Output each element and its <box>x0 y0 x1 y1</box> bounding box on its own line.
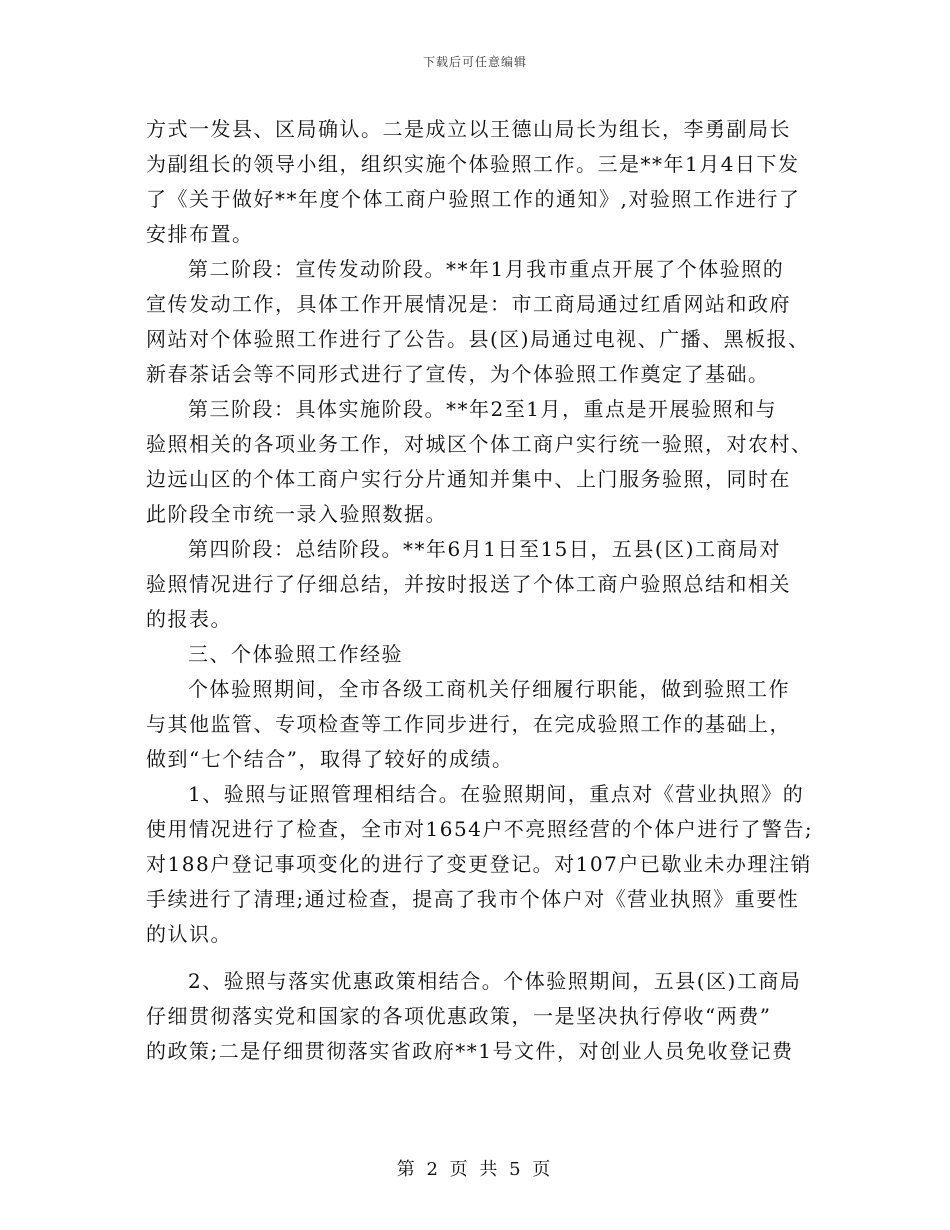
text-line: 个体验照期间，全市各级工商机关仔细履行职能，做到验照工作 <box>188 677 790 701</box>
text-line: 验照相关的各项业务工作，对城区个体工商户实行统一验照，对农村、 <box>146 432 813 456</box>
text-line: 为副组长的领导小组，组织实施个体验照工作。三是**年1月4日下发 <box>146 152 800 176</box>
text-line: 宣传发动工作，具体工作开展情况是：市工商局通过红盾网站和政府 <box>146 292 791 316</box>
text-line: 与其他监管、专项检查等工作同步进行，在完成验照工作的基础上， <box>146 712 791 736</box>
page-header: 下载后可任意编辑 <box>422 55 527 69</box>
text-line: 2、验照与落实优惠政策相结合。个体验照期间，五县(区)工商局 <box>188 969 802 993</box>
paragraph-stage-four <box>146 532 806 637</box>
text-line: 方式一发县、区局确认。二是成立以王德山局长为组长，李勇副局长 <box>146 117 791 141</box>
paragraph-stage-two <box>146 252 810 392</box>
section-heading <box>146 637 806 672</box>
text-line: 使用情况进行了检查，全市对1654户不亮照经营的个体户进行了警告; <box>146 817 814 841</box>
paragraph-spacer <box>146 952 806 964</box>
text-line: 了《关于做好**年度个体工商户验照工作的通知》,对验照工作进行了 <box>146 187 801 211</box>
paragraph-item-one <box>146 777 814 952</box>
text-line: 第三阶段：具体实施阶段。**年2至1月，重点是开展验照和与 <box>188 397 777 421</box>
paragraph-continuation <box>146 112 806 252</box>
text-line: 的政策;二是仔细贯彻落实省政府**1号文件，对创业人员免收登记费 <box>146 1039 794 1063</box>
text-line: 手续进行了清理;通过检查，提高了我市个体户对《营业执照》重要性 <box>146 887 800 911</box>
text-line: 验照情况进行了仔细总结，并按时报送了个体工商户验照总结和相关 <box>146 572 791 596</box>
text-line: 第四阶段：总结阶段。**年6月1日至15日，五县(区)工商局对 <box>188 537 782 561</box>
text-line: 的认识。 <box>146 922 232 946</box>
text-line: 仔细贯彻落实党和国家的各项优惠政策，一是坚决执行停收“两费” <box>146 1004 772 1028</box>
paragraph-stage-three <box>146 392 813 532</box>
paragraph-item-two <box>146 964 806 1069</box>
heading-line: 三、个体验照工作经验 <box>188 642 403 666</box>
text-line: 第二阶段：宣传发动阶段。**年1月我市重点开展了个体验照的 <box>188 257 785 281</box>
text-line: 做到“七个结合”，取得了较好的成绩。 <box>146 747 514 771</box>
document-body <box>146 112 814 1069</box>
text-line: 边远山区的个体工商户实行分片通知并集中、上门服务验照，同时在 <box>146 467 791 491</box>
text-line: 新春茶话会等不同形式进行了宣传，为个体验照工作奠定了基础。 <box>146 362 770 386</box>
text-line: 此阶段全市统一录入验照数据。 <box>146 502 447 526</box>
page-number: 第 2 页 共 5 页 <box>396 1159 554 1180</box>
text-line: 对188户登记事项变化的进行了变更登记。对107户已歇业未办理注销 <box>146 852 812 876</box>
paragraph-experience-intro <box>146 672 806 777</box>
text-line: 的报表。 <box>146 607 232 631</box>
text-line: 1、验照与证照管理相结合。在验照期间，重点对《营业执照》的 <box>188 782 805 806</box>
text-line: 安排布置。 <box>146 222 254 246</box>
text-line: 网站对个体验照工作进行了公告。县(区)局通过电视、广播、黑板报、 <box>146 327 810 351</box>
